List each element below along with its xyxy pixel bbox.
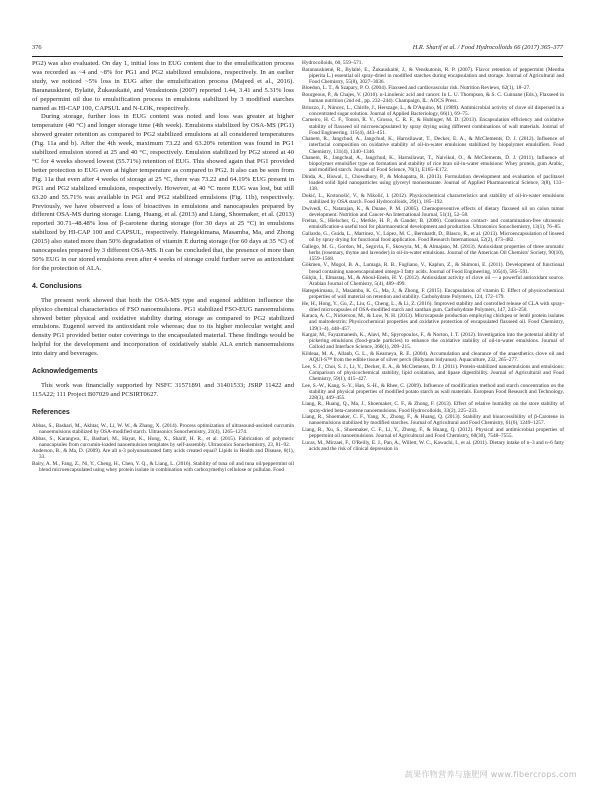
body-paragraph: PG2) was also evaluated. On day 1, initial loss in EUG content due to the emulsification process was recorded as ~4 and ~8% for PG1 and PG2 stabilized emulsions, respectively. In an earlier study, we noticed ~5% loss in EUG after the emulsification process (Majeed et al., 2016). Baranauskienė, Bylaitė, Žukauskaitė, and Venskutonis (2007) reported 1.44, 3.41 and 5.31% loss of peppermint oil due to emulsification process in emulsions stabilized by 3 modified starches named as HI-CAP 100, CAPSUL and N-LOK, respectively. bbox=[32, 60, 294, 112]
conclusions-heading: 4. Conclusions bbox=[32, 282, 82, 290]
reference-item: Hategekimana, J., Masamba, K. G., Ma, J., & Zhong, F. (2015). Encapsulation of vitamin E: Effect of physicochemical properties of wall material on retention and stability. Carbohydrate Polymers, 124, 172–179. bbox=[302, 287, 564, 301]
reference-item: Bairy, A. M., Fang, Z., Ni, Y., Cheng, H., Chen, Y. Q., & Liang, L. (2016). Stability of tuna oil and tuna oil/peppermint oil blend microencapsulated using whey protein isolate in combination with carboxymethyl cellulose or pullulan. Food bbox=[32, 461, 294, 474]
reference-item: He, H., Hong, Y., Gu, Z., Liu, G., Cheng, L., & Li, Z. (2016). Improved stability and controlled release of CLA with spray-dried microcapsules of OSA-modified starch and xanthan gum. Carbohydrate Polymers, 147, 243–250. bbox=[302, 300, 564, 313]
running-header bbox=[32, 44, 563, 56]
reference-item: Briozzo, J., Núncez, L., Chirife, J., Herszage, L., & D'Aquino, M. (1989). Antimicrobial activity of clove oil dispersed in a concentrated sugar solution. Journal of Applied Bacteriology, 66(1), 69–75. bbox=[302, 104, 564, 117]
reference-item: Kildeaa, M. A., Allanb, G. L., & Kearneya, R. E. (2004). Accumulation and clearance of the anaesthetics clove oil and AQUI-S™ from the edible tissue of silver perch (Bidyanus bidyanus). Aquaculture, 232, 265–277. bbox=[302, 351, 564, 364]
reference-item: Dokić, L., Krstonošić, V., & Nikolić, I. (2012). Physicochemical characteristics and stability of oil-in-water emulsions stabilized by OSA starch. Food Hydrocolloids, 29(1), 185–192. bbox=[302, 192, 564, 205]
header-rule bbox=[32, 56, 563, 57]
reference-item: Abbas, S., Bashari, M., Akhtar, W., Li, W. W., & Zhang, X. (2014). Process optimization of ultrasound-assisted curcumin nanoemulsions stabilized by OSA-modified starch. Ultrasonics Sonochemistry, 21(4), 1265–1274. bbox=[32, 422, 294, 436]
right-column bbox=[302, 60, 564, 452]
reference-item: Kargar, M., Fayazmanesh, K., Alavi, M., Spyropoulos, F., & Norton, I. T. (2012). Investigation into the potential ability of pickering emulsions (food-grade particles) to enhance the oxidative stability of oil-in-water emulsions. Journal of Colloid and Interface Science, 366(1), 209–215. bbox=[302, 332, 564, 351]
reference-item: Chanem, R., Jangchud, A., Jangchud, K., Harnsilawat, T., Decker, E. A., & McClements, D. J. (2012). Influence of interfacial composition on oxidative stability of oil-in-water emulsions stabilized by biopolymer emulsifiers. Food Chemistry, 131(4), 1340–1346. bbox=[302, 136, 564, 155]
reference-item: Bourgeous, P., & Chajes, V. (2010). α-Linolenic acid and cancer. In L. U. Thompson, & S. C. Cunnane (Eds.), Flaxseed in human nutrition (2nd ed., pp. 232–244). Champaign, IL: AOCS Press. bbox=[302, 91, 564, 105]
reference-item: Liang, R., Xu, S., Shoemaker, C. F., Li, Y., Zhong, F., & Huang, Q. (2012). Physical and antimicrobial properties of peppermint oil nanoemulsions. Journal of Agricultural and Food Chemistry, 60(30), 7548–7555. bbox=[302, 426, 564, 439]
acknowledgements-heading: Acknowledgements bbox=[32, 368, 98, 376]
journal-reference: H.R. Sharif et al. / Food Hydrocolloids 66 (2017) 365–377 bbox=[412, 44, 563, 51]
reference-item: Karaca, A. C., Nickerson, M., & Low, N. H. (2013). Microcapsule production employing chickpea or lentil protein isolates and maltodextrin: Physicochemical properties and oxidative protection of encapsulated flaxseed oil. Food Chemistry, 139(1–4), 448–457. bbox=[302, 313, 564, 332]
page-number: 376 bbox=[32, 44, 42, 51]
reference-item: Abbas, S., Karangwa, E., Bashari, M., Hayat, K., Hong, X., Sharif, H. R., et al. (2015). Fabrication of polymeric nanocapsules from curcumin-loaded nanoemulsion templates by self-assembly. Ultrasonics Sonochemistry, 23, 81–92. bbox=[32, 435, 294, 448]
reference-item: Lee, S.-W., Kang, S.-Y., Han, S.-H., & Rhee, C. (2009). Influence of modification method and starch concentration on the stability and physical properties of modified potato starch as wall materials. European Food Research and Technology, 228(3), 449–455. bbox=[302, 382, 564, 401]
watermark: 蔬果作物营养与施肥网 www.fibercrops.com bbox=[404, 770, 577, 779]
reference-item: Liang, R., Huang, Q., Ma, J., Shoemaker, C. F., & Zhong, F. (2013). Effect of relative humidity on the store stability of spray-dried beta-carotene nanoemulsions. Food Hydrocolloids, 33(2), 225–233. bbox=[302, 401, 564, 414]
reference-item: Dinda, A., Biswal, I., Chowdhury, P., & Mohapatra, R. (2013). Formulation development and evaluation of paclitaxel loaded solid lipid nanoparticles using glyceryl monostearate. Journal of Applied Pharmaceutical Science, 3(8), 133–138. bbox=[302, 173, 564, 193]
reference-item: Lucas, M., Mirzaei, F., O'Reilly, E. J., Pan, A., Willett, W. C., Kawachi, I., et al. (2011). Dietary intake of n–3 and n–6 fatty acids and the risk of clinical depression in bbox=[302, 439, 564, 452]
reference-item: Dwivedi, C., Natarajan, K., & Duane, P. M. (2005). Chemopreventive effects of dietary flaxseed oil on colon tumor development. Nutrition and Cancer-An International Journal, 51(1), 52–58. bbox=[302, 205, 564, 218]
reference-item: Anderson, B., & Ma, D. (2009). Are all n-3 polyunsaturated fatty acids created equal? Lipids in Health and Disease, 8(1), 33. bbox=[32, 448, 294, 461]
conclusions-paragraph: The present work showed that both the OSA-MS type and eugenol addition influence the physico chemical characteristics of FSO nanoemulsions. PG1 stabilized FSO-EUG nanoemulsions showed better physical and oxidative stability during storage as compared to PG2 stabilized emulsions. Eugenol served its antioxidant role whereas; due to its higher molecular weight and density PG1 provided better outer coverings to the encapsulated material. These findings would be helpful for the development and incorporation of oxidatively stable ALA enrich nanoemulsions into dairy and beverages. bbox=[32, 296, 294, 358]
reference-item: Baranauskienė, R., Bylaitė, E., Žukauskaitė, J., & Venskutonis, R. P. (2007). Flavor retention of peppermint (Mentha piperita L.) essential oil spray-dried in modified starches during encapsulation and storage. Journal of Agricultural and Food Chemistry, 55(8), 3027–3036. bbox=[302, 66, 564, 85]
reference-item: Gülçin, İ., Elmastaş, M., & Aboul-Enein, H. Y. (2012). Antioxidant activity of clove oil — a powerful antioxidant source. Arabian Journal of Chemistry, 5(4), 489–499. bbox=[302, 275, 564, 288]
reference-item: Carneiro, H. C. F., Tonon, R. V., Grosso, C. R. F., & Hubinger, M. D. (2013). Encapsulation efficiency and oxidative stability of flaxseed oil microencapsulated by spray drying using different combinations of wall materials. Journal of Food Engineering, 115(4), 443–451. bbox=[302, 117, 564, 136]
reference-list-left bbox=[32, 423, 294, 473]
left-column bbox=[32, 60, 294, 474]
reference-item: Lee, S. J., Choi, S. J., Li, Y., Decker, E. A., & McClements, D. J. (2011). Protein-stabilized nanoemulsions and emulsions: Comparison of physicochemical stability, lipid oxidation, and lipase digestibility. Journal of Agricultural and Food Chemistry, 59(1), 415–427. bbox=[302, 363, 564, 383]
reference-item: Gallardo, G., Guida, L., Martinez, V., López, M. C., Bernhardt, D., Blasco, R., et al. (2013). Microencapsulation of linseed oil by spray drying for functional food application. Food Research International, 52(2), 473–482. bbox=[302, 230, 564, 244]
reference-item: Hydrocolloids, 60, 559–571. bbox=[302, 60, 363, 66]
reference-item: Freitas, S., Hielscher, G., Merkle, H. P., & Gander, B. (2006). Continuous contact- and contamination-free ultrasonic emulsification-a useful tool for pharmaceutical development and production. Ultrasonics Sonochemistry, 13(1), 76–85. bbox=[302, 218, 564, 231]
reference-item: Gallego, M. G., Gordon, M., Segovia, F., Skowyra, M., & Almajano, M. (2013). Antioxidant properties of three aromatic herbs (rosemary, thyme and lavender) in oil-in-water emulsions. Journal of the American Oil Chemists' Society, 90(10), 1559–1568. bbox=[302, 243, 564, 262]
references-heading: References bbox=[32, 408, 70, 416]
body-paragraph: During storage, further loss in EUG content was noted and loss was greater at higher temperature (40 °C) and longer storage time (4th week). Emulsions stabilized by OSA-MS (PG1) showed greater retention as compared to PG2 stabilized emulsions at all considered temperatures (Fig. 11a and b). After the 4th week, maximum 73.22 and 63.20% retention was found in PG1 stabilized emulsion stored at 25 and 40 °C, respectively. Emulsion stabilized by PG2 stored at 40 °C for 4 weeks showed lowest (55.71%) retention of EUG. This showed again that PG1 provided better protection to EUG even at higher temperature as compared to PG2. It also can be seen from Fig. 11a that even after 4 weeks of storage at 25 °C, there was 73.22 and 64.19% EUG present in PG1 and PG2 stabilized emulsions, respectively. However, at 40 °C more EUG was lost, but still 63.20 and 55.71% was available in PG1 and PG2 stabilized emulsions (Fig. 11b), respectively. Previously, we have observed a loss of bioactives in emulsions and nanocapsules prepared by different OSA-MS during storage. Liang, Huang, et al. (2013) and Liang, Shoemaker, et al. (2013) reported 30.71–48.48% loss of β-carotene during storage (for 30 days at 25 °C) in emulsions stabilized by HI-CAP 100 and CAPSUL, respectively. Hategekimana, Masamba, Ma, and Zhong (2015) also stated more than 50% degradation of vitamin E during storage (for 60 days at 35 °C) of nanocapsules prepared by 3 different OSA-MS. It can be concluded that, the presence of more than 50% EUG in our stored emulsions even after 4 weeks of storage could further serve as antioxidant for the protection of ALA. bbox=[32, 113, 294, 272]
reference-item: Chanem, R., Jangchud, A., Jangchud, K., Harnsilawat, T., Naivikul, O., & McClements, D. J. (2011). Influence of biopolymer emulsifier type on formation and stability of rice bran oil-in-water emulsions: Whey protein, gum Arabic, and modified starch. Journal of Food Science, 76(1), E165–E172. bbox=[302, 155, 564, 174]
reference-item: Liang, R., Shoemaker, C. F., Yang, X., Zhong, F., & Huang, Q. (2013). Stability and bioaccessibility of β-Carotene in nanoemulsions stabilized by modified starches. Journal of Agricultural and Food Chemistry, 61(6), 1249–1257. bbox=[302, 414, 564, 427]
reference-item: Bloedon, L. T., & Szapary, P. O. (2004). Flaxseed and cardiovascular risk. Nutrition Reviews, 62(1), 18–27. bbox=[302, 85, 531, 92]
reference-item: Gökmen, V., Mogol, B. A., Lumaga, R. B., Fogliano, V., Kaplun, Z., & Shimoni, E. (2011). Development of functional bread containing nanoencapsulated omega-3 fatty acids. Journal of Food Engineering, 105(4), 585–591. bbox=[302, 262, 564, 275]
acknowledgements-paragraph: This work was financially supported by NSFC 31571891 and 31401533; JSRP 11422 and 115A22; 111 Project B07029 and PCSIRT0627. bbox=[32, 382, 294, 398]
